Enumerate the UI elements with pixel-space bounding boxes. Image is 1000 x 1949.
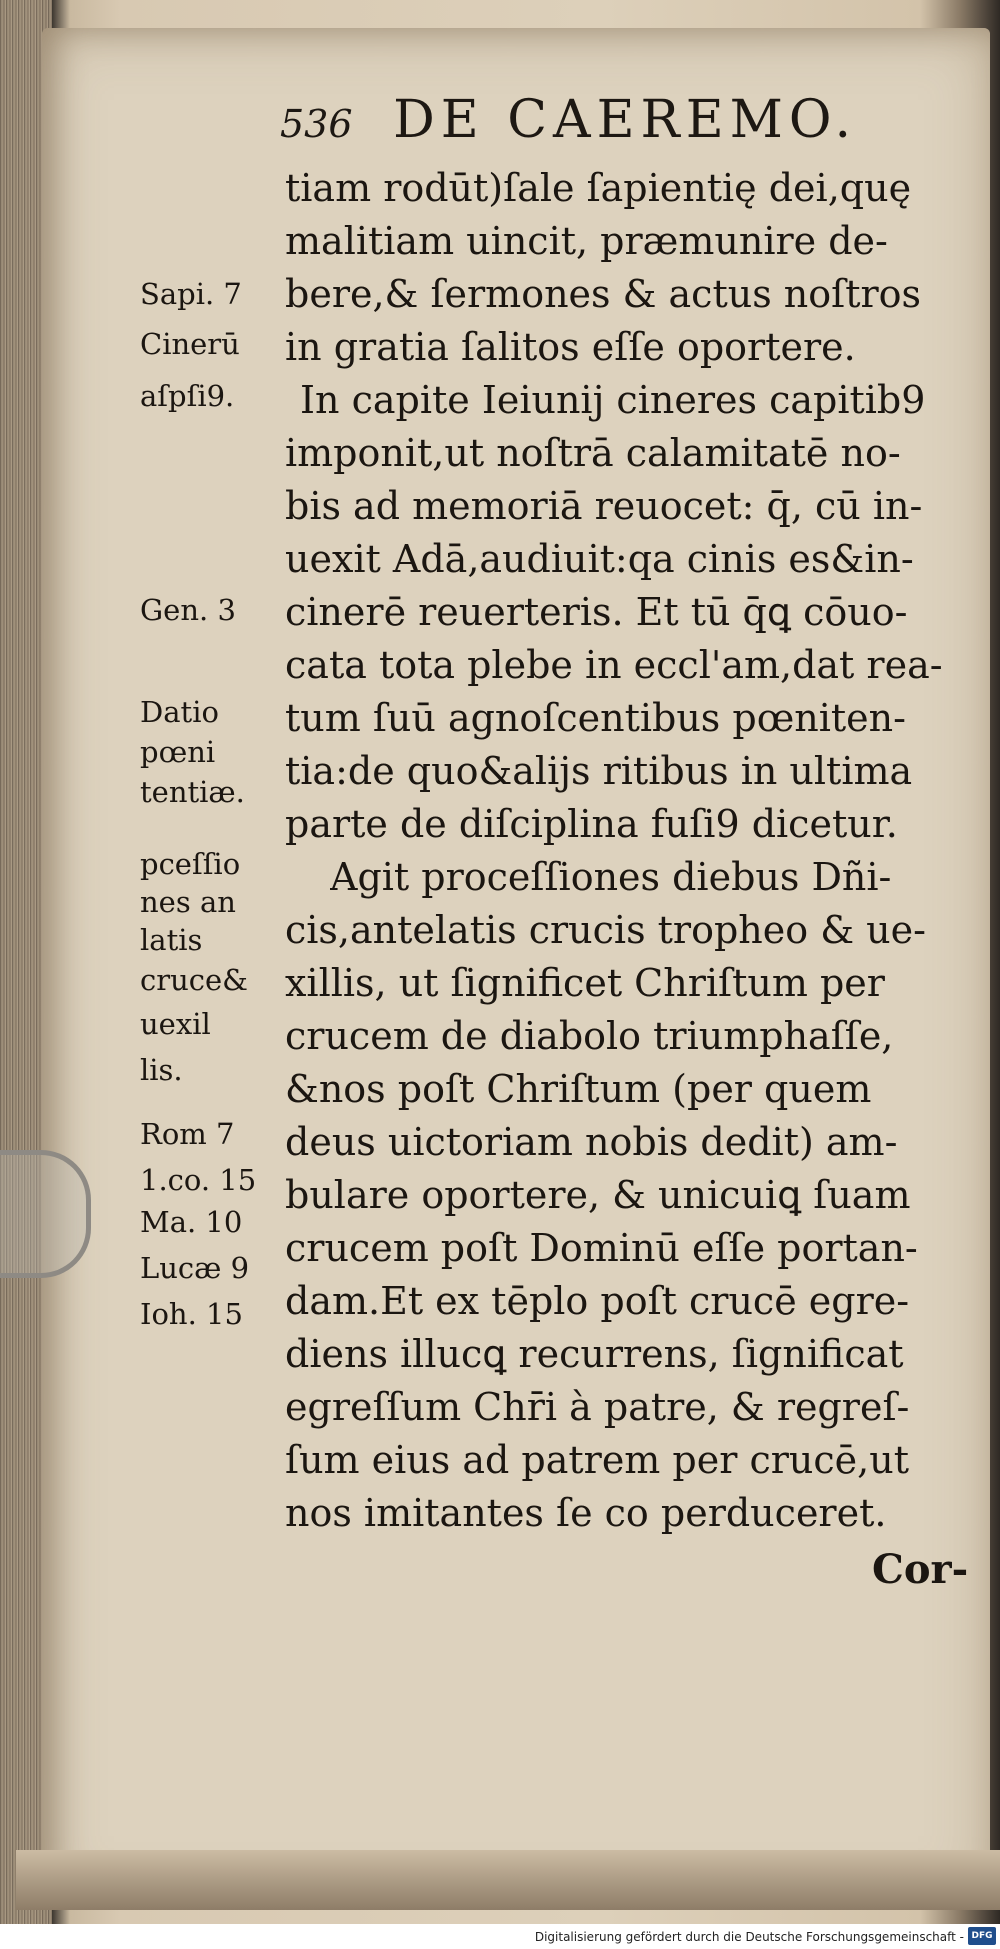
text-line: malitiam uincit, præmunire de-: [285, 219, 888, 263]
running-header: [280, 90, 920, 160]
page-clip-icon: [0, 1150, 91, 1278]
text-line: &nos poſt Chriſtum (per quem: [285, 1067, 872, 1111]
margin-note: Cinerū: [140, 327, 240, 361]
text-line: dam.Et ex tēplo poſt crucē egre-: [285, 1279, 910, 1323]
margin-note: uexil: [140, 1007, 211, 1041]
text-line: uexit Adā,audiuit:qa cinis es&in-: [285, 537, 914, 581]
margin-note: aſpſi9.: [140, 379, 235, 413]
text-line: tum ſuū agnoſcentibus pœniten-: [285, 696, 906, 740]
text-line: in gratia ſalitos eſſe oportere.: [285, 325, 856, 369]
text-line: crucem de diabolo triumphaſſe,: [285, 1014, 894, 1058]
text-line: In capite Ieiunij cineres capitib9: [300, 378, 926, 422]
text-line: diens illucꝗ recurrens, ſignificat: [285, 1332, 904, 1376]
text-line: xillis, ut ſignificet Chriſtum per: [285, 961, 885, 1005]
text-line: nos imitantes ſe co perduceret.: [285, 1491, 887, 1535]
text-line: cata tota plebe in eccl'am,dat rea-: [285, 643, 943, 687]
margin-note: lis.: [140, 1053, 183, 1087]
margin-note: Ma. 10: [140, 1205, 243, 1239]
catchword: Cor-: [872, 1546, 969, 1593]
text-line: tiam rodūt)ſale ſapientię dei,quę: [285, 166, 912, 210]
text-line: bere,& ſermones & actus noſtros: [285, 272, 922, 316]
margin-note: Gen. 3: [140, 593, 236, 627]
funding-notice: Digitalisierung gefördert durch die Deutsche Forschungsgemeinschaft -: [534, 1930, 964, 1944]
text-line: cis,antelatis crucis tropheo & ue-: [285, 908, 926, 952]
text-line: crucem poſt Dominū eſſe portan-: [285, 1226, 918, 1270]
margin-note: 1.co. 15: [140, 1163, 257, 1197]
text-line: deus uictoriam nobis dedit) am-: [285, 1120, 898, 1164]
margin-note: pceſſio: [140, 847, 241, 881]
text-line: Agit proceſſiones diebus Dñi-: [330, 855, 892, 899]
margin-note: Datio: [140, 695, 219, 729]
margin-note: nes an: [140, 885, 236, 919]
text-line: egreſſum Chr̄i à patre, & regreſ-: [285, 1385, 910, 1429]
running-title: DE CAEREMO.: [393, 90, 858, 150]
text-line: bis ad memoriā reuocet: q̄, cū in-: [285, 484, 923, 528]
dfg-logo-icon: DFG: [968, 1927, 996, 1945]
margin-note: latis: [140, 923, 203, 957]
text-line: ſum eius ad patrem per crucē,ut: [285, 1438, 909, 1482]
margin-note: cruce&: [140, 963, 248, 997]
margin-note: Sapi. 7: [140, 277, 242, 311]
text-line: imponit,ut noſtrā calamitatē no-: [285, 431, 901, 475]
text-line: cinerē reuerteris. Et tū q̄ꝗ cōuo-: [285, 590, 908, 634]
text-line: bulare oportere, & unicuiꝗ ſuam: [285, 1173, 911, 1217]
footer-bar: [0, 1924, 1000, 1949]
margin-note: Lucæ 9: [140, 1251, 250, 1285]
page-number: 536: [280, 102, 353, 146]
margin-note: Rom 7: [140, 1117, 235, 1151]
margin-note: Ioh. 15: [140, 1297, 243, 1331]
page-bottom-edge: [16, 1850, 1000, 1910]
text-line: tia:de quo&alijs ritibus in ultima: [285, 749, 913, 793]
margin-note: tentiæ.: [140, 775, 245, 809]
text-line: parte de diſciplina fuſi9 dicetur.: [285, 802, 898, 846]
margin-note: pœni: [140, 735, 216, 769]
